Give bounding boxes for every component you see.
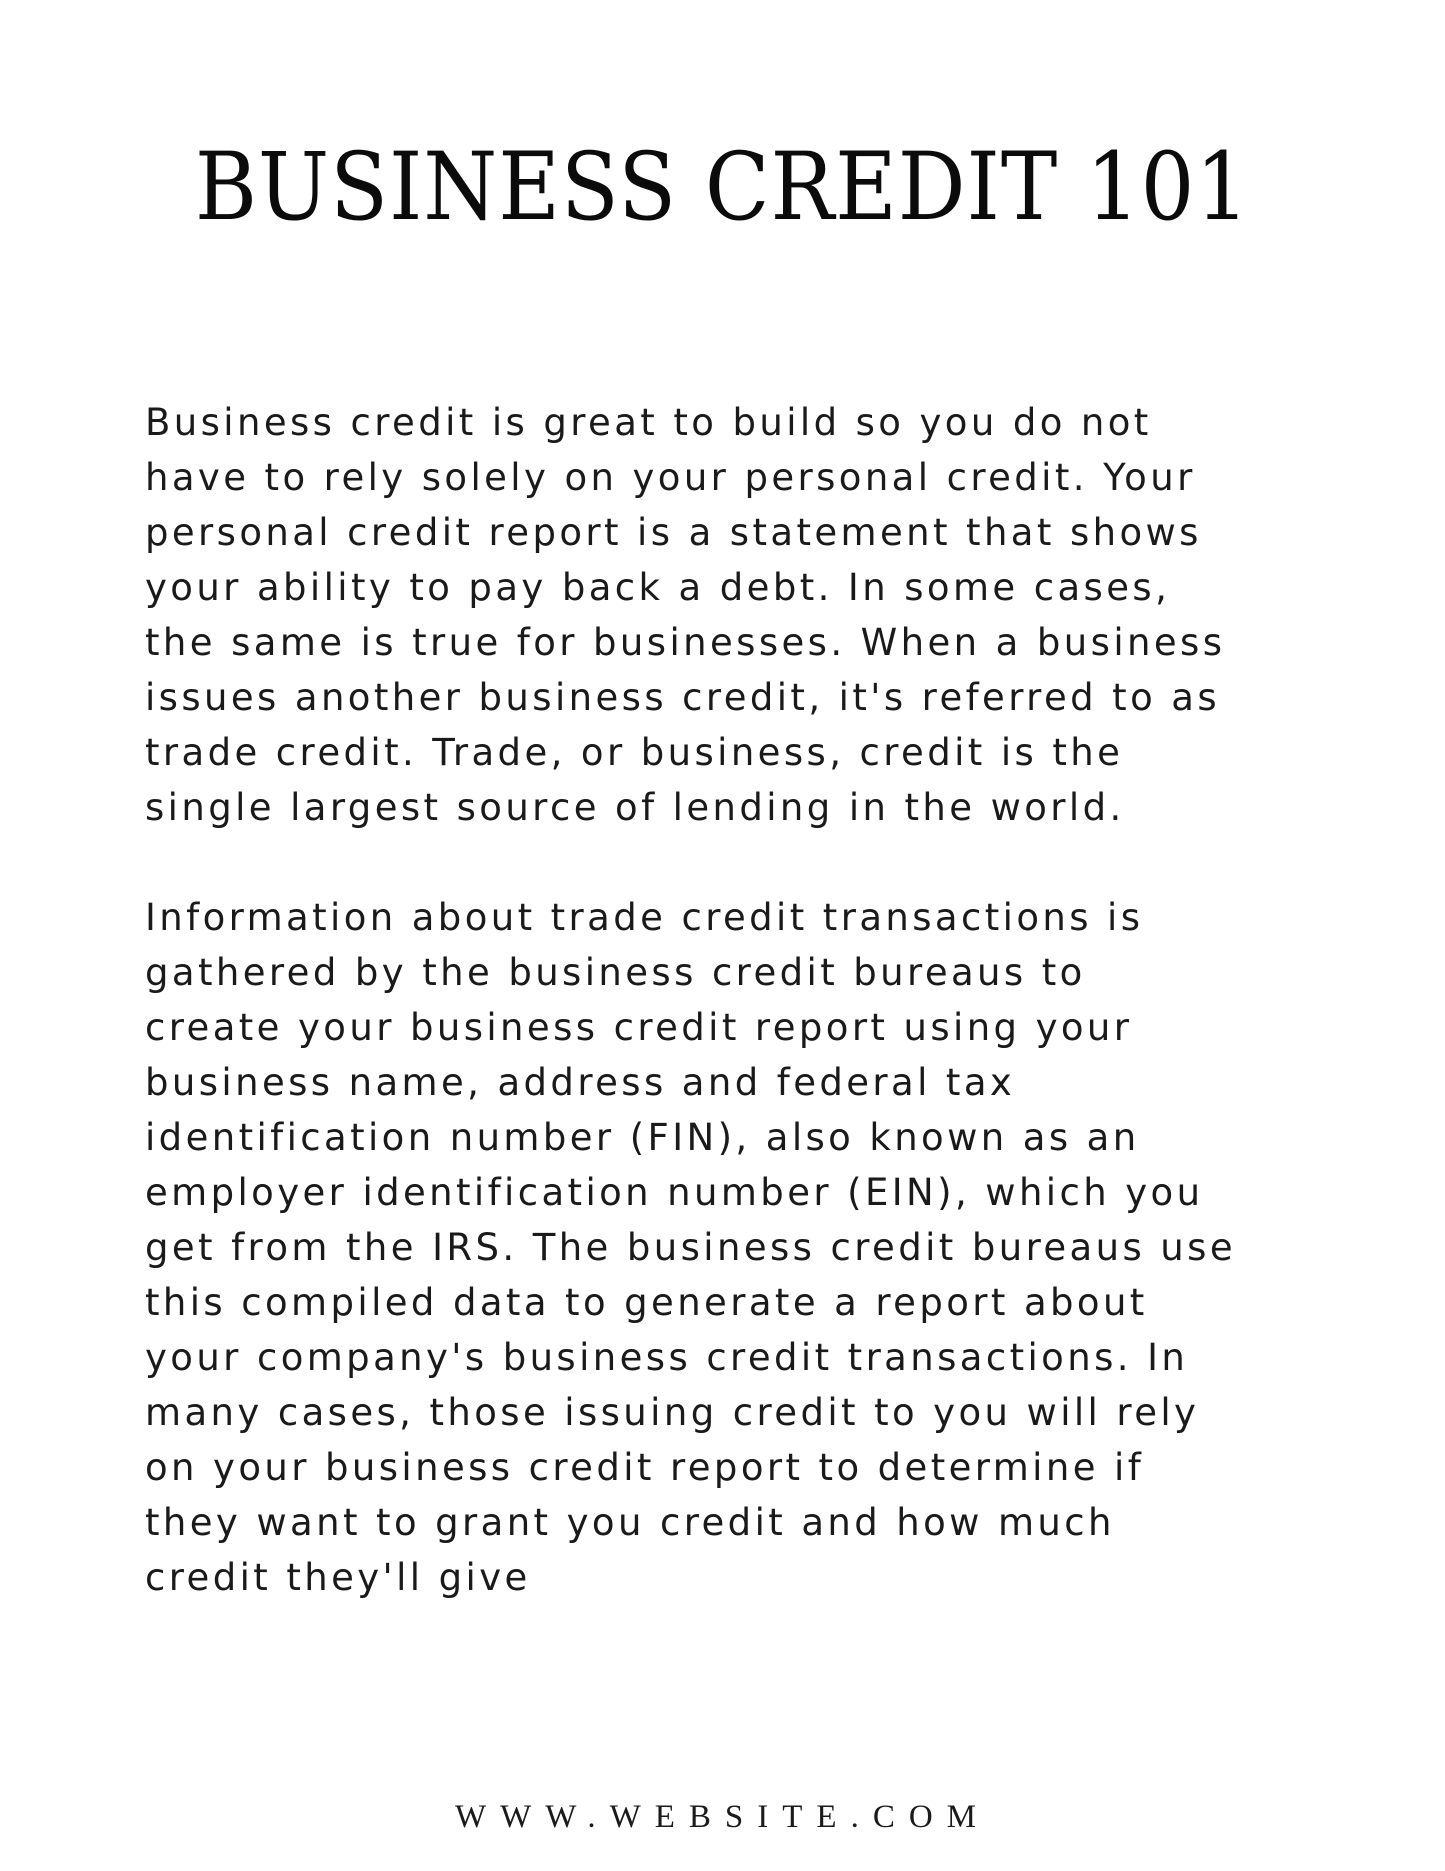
paragraph-line: personal credit report is a statement that shows xyxy=(145,511,1202,554)
website-footer: WWW.WEBSITE.COM xyxy=(454,1799,991,1835)
paragraph-line: many cases, those issuing credit to you will rely xyxy=(145,1391,1200,1434)
paragraph-2 xyxy=(145,890,1315,1605)
page-title: BUSINESS CREDIT 101 xyxy=(194,133,1251,242)
paragraph-line: this compiled data to generate a report about xyxy=(145,1281,1148,1324)
paragraph-line: gathered by the business credit bureaus to xyxy=(145,951,1086,994)
paragraph-line: create your business credit report using your xyxy=(145,1006,1133,1049)
paragraph-line: the same is true for businesses. When a business xyxy=(145,621,1226,664)
paragraph-line: trade credit. Trade, or business, credit is the xyxy=(145,731,1124,774)
paragraph-line: get from the IRS. The business credit bureaus use xyxy=(145,1226,1236,1269)
paragraph-line: have to rely solely on your personal credit. Your xyxy=(145,456,1196,499)
paragraph-line: credit they'll give xyxy=(145,1556,531,1599)
paragraph-line: employer identification number (EIN), which you xyxy=(145,1171,1204,1214)
paragraph-1 xyxy=(145,395,1315,835)
paragraph-line: single largest source of lending in the world. xyxy=(145,786,1125,829)
paragraph-line: your company's business credit transactions. In xyxy=(145,1336,1189,1379)
paragraph-line: Business credit is great to build so you do not xyxy=(145,401,1152,444)
paragraph-line: on your business credit report to determine if xyxy=(145,1446,1145,1489)
paragraph-line: your ability to pay back a debt. In some cases, xyxy=(145,566,1171,609)
paragraph-line: Information about trade credit transactions is xyxy=(145,896,1144,939)
paragraph-line: business name, address and federal tax xyxy=(145,1061,1016,1104)
paragraph-line: they want to grant you credit and how much xyxy=(145,1501,1115,1544)
paragraph-line: identification number (FIN), also known as an xyxy=(145,1116,1140,1159)
paragraph-line: issues another business credit, it's referred to as xyxy=(145,676,1221,719)
